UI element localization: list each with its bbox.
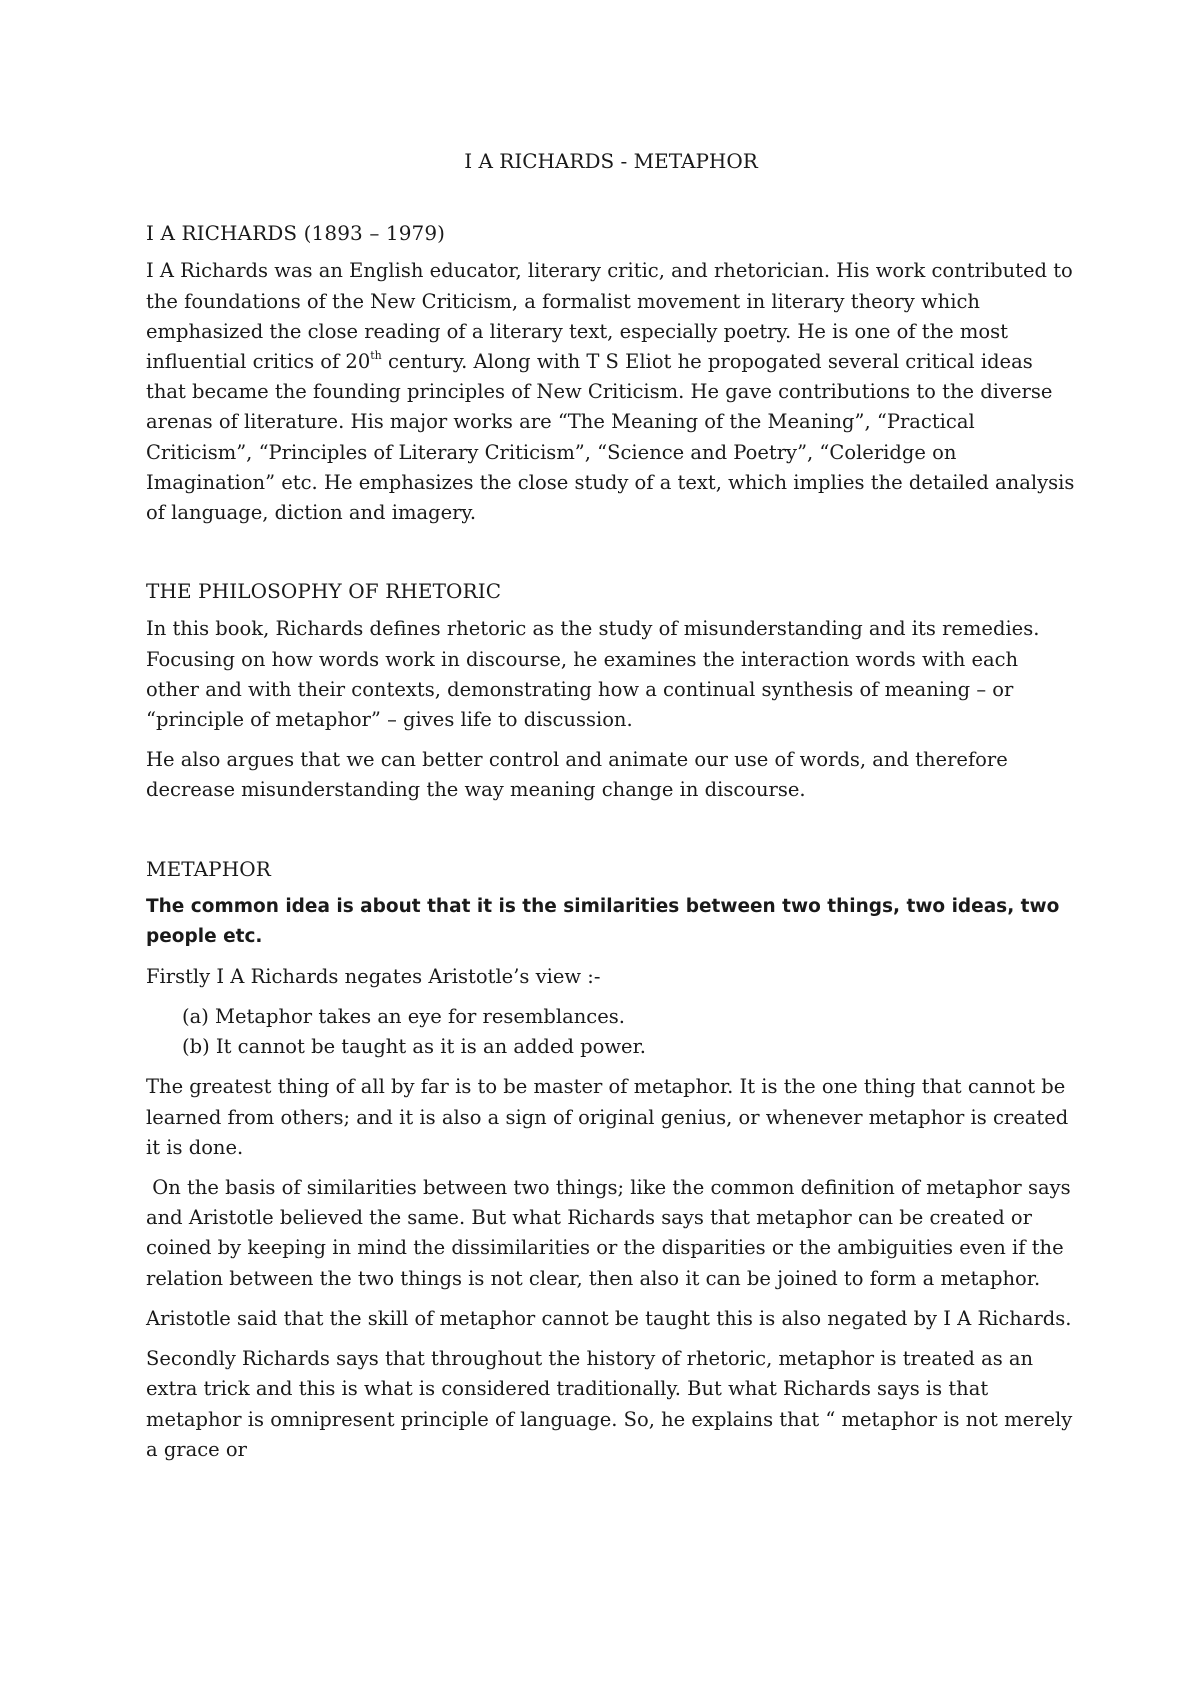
aristotle-view-list: [146, 1002, 1076, 1062]
paragraph-rhetoric-definition: In this book, Richards defines rhetoric as the study of misunderstanding and its remedies. Focusing on how words work in discourse, he examines the interaction words with each other and with their contexts, demonstrating how a continual synthesis of meaning – or “principle of metaphor” – gives life to discussion.: [146, 617, 1040, 732]
paragraph-skill-negated: Aristotle said that the skill of metaphor cannot be taught this is also negated by I A Richards.: [146, 1306, 1072, 1330]
list-item: [146, 1002, 1076, 1032]
section-heading-richards: I A RICHARDS (1893 – 1979): [146, 221, 446, 246]
list-marker: (a): [182, 1005, 209, 1029]
section-heading-metaphor: METAPHOR: [146, 856, 271, 881]
paragraph-similarities: On the basis of similarities between two things; like the common definition of metaphor says and Aristotle believed the same. But what Richards says that metaphor can be created or coined by keeping in mind the dissimilarities or the disparities or the ambiguities even if the relation between the two things is not clear, then also it can be joined to form a metaphor.: [146, 1176, 1077, 1290]
biography-text-start: I A Richards was an English educator, literary critic, and rhetorician. His work contributed to the foundations of the New Criticism, a formalist movement in literary theory which emphasized the close reading of a literary text, especially poetry. He is one of the most influential critics of 20: [146, 259, 1073, 374]
biography-text-end: century. Along with T S Eliot he propogated several critical ideas that became the founding principles of New Criticism. He gave contributions to the diverse arenas of literature. His major works are “The Meaning of the Meaning”, “Practical Criticism”, “Principles of Literary Criticism”, “Science and Poetry”, “Coleridge on Imagination” etc. He emphasizes the close study of a text, which implies the detailed analysis of language, diction and imagery.: [146, 350, 1075, 525]
paragraph-aristotle-intro: Firstly I A Richards negates Aristotle’s view :-: [146, 964, 601, 988]
paragraph-biography: [146, 256, 1076, 528]
paragraph-omnipresent-principle: Secondly Richards says that throughout the history of rhetoric, metaphor is treated as an extra trick and this is what is considered traditionally. But what Richards says is that metaphor is omnipresent principle of language. So, he explains that “ metaphor is not merely a grace or: [146, 1347, 1073, 1461]
section-heading-rhetoric: THE PHILOSOPHY OF RHETORIC: [146, 579, 502, 604]
list-marker: (b): [182, 1035, 210, 1059]
list-item: [146, 1032, 1076, 1062]
document-title: I A RICHARDS - METAPHOR: [464, 149, 758, 173]
list-text: It cannot be taught as it is an added power.: [215, 1035, 646, 1059]
list-text: Metaphor takes an eye for resemblances.: [215, 1005, 625, 1029]
document-body: [146, 146, 1076, 1475]
ordinal-suffix: th: [370, 348, 382, 362]
common-idea-statement: The common idea is about that it is the similarities between two things, two ideas, two people etc.: [146, 895, 1060, 947]
paragraph-master-of-metaphor: The greatest thing of all by far is to be master of metaphor. It is the one thing that cannot be learned from others; and it is also a sign of original genius, or whenever metaphor is created it is done.: [146, 1075, 1069, 1159]
paragraph-rhetoric-argument: He also argues that we can better control and animate our use of words, and therefore decrease misunderstanding the way meaning change in discourse.: [146, 748, 1008, 802]
